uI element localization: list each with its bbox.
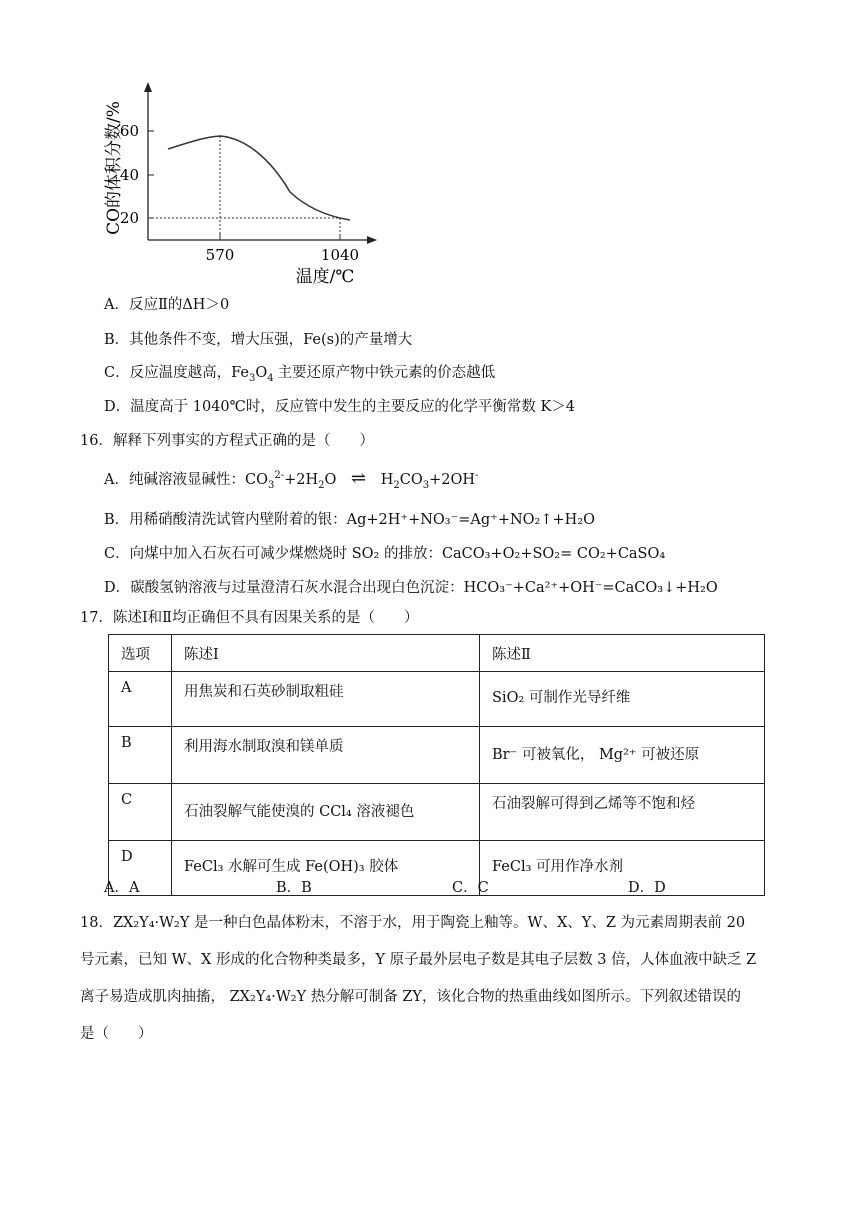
q15-option-c bbox=[104, 361, 495, 384]
table-cell: D bbox=[109, 841, 172, 896]
table-header-statement-1: 陈述Ⅰ bbox=[172, 635, 480, 672]
q15-c-sub-2: 4 bbox=[267, 372, 274, 384]
table-header-row bbox=[109, 635, 765, 672]
q18-line-3: 离子易造成肌肉抽搐， ZX₂Y₄·W₂Y 热分解可制备 ZY，该化合物的热重曲线如图所示。下列叙述错误的 bbox=[80, 989, 741, 1005]
q16-option-d: D．碳酸氢钠溶液与过量澄清石灰水混合出现白色沉淀：HCO₃⁻+Ca²⁺+OH⁻=CaCO₃↓+H₂O bbox=[104, 580, 718, 596]
q16-a-o: O bbox=[324, 472, 337, 488]
q17-option-d: D．D bbox=[628, 880, 666, 896]
y-axis-label: CO的体积分数/% bbox=[104, 101, 124, 235]
table-cell: SiO₂ 可制作光导纤维 bbox=[480, 672, 765, 727]
co-volume-chart bbox=[95, 80, 395, 290]
q16-option-b: B．用稀硝酸清洗试管内壁附着的银：Ag+2H⁺+NO₃⁻=Ag⁺+NO₂↑+H₂O bbox=[104, 512, 596, 528]
table-row bbox=[109, 672, 765, 727]
co-curve bbox=[168, 136, 350, 220]
table-cell: 利用海水制取溴和镁单质 bbox=[172, 727, 480, 784]
table-row bbox=[109, 727, 765, 784]
q17-option-c: C．C bbox=[452, 880, 489, 896]
y-tick-label-60: 60 bbox=[119, 122, 139, 140]
table-cell: A bbox=[109, 672, 172, 727]
table-row bbox=[109, 784, 765, 841]
q17-option-a: A．A bbox=[104, 880, 140, 896]
q16-a-sub4: 3 bbox=[422, 479, 430, 491]
q16-a-sup: 2- bbox=[274, 470, 285, 482]
q16-option-c: C．向煤中加入石灰石可减少煤燃烧时 SO₂ 的排放：CaCO₃+O₂+SO₂= CO₂+CaSO₄ bbox=[104, 546, 666, 562]
equilibrium-arrow-icon: ⇌ bbox=[350, 468, 367, 489]
q16-a-sub: 3 bbox=[267, 479, 275, 491]
x-axis-label: 温度/℃ bbox=[295, 267, 355, 287]
q18-line-4: 是（ ） bbox=[80, 1026, 153, 1042]
q16-a-sub2: 2 bbox=[318, 479, 325, 491]
q16-option-a bbox=[104, 468, 478, 491]
q16-a-post: H bbox=[380, 472, 394, 488]
table-cell: 用焦炭和石英砂制取粗硅 bbox=[172, 672, 480, 727]
q15-option-b: B．其他条件不变，增大压强，Fe(s)的产量增大 bbox=[104, 332, 413, 348]
q15-c-text-1: C．反应温度越高，Fe bbox=[104, 365, 249, 381]
q17-table bbox=[108, 634, 765, 896]
table-row bbox=[109, 841, 765, 896]
q15-option-d: D．温度高于 1040℃时，反应管中发生的主要反应的化学平衡常数 K＞4 bbox=[104, 399, 576, 415]
q15-c-sub-1: 3 bbox=[248, 372, 256, 384]
q18-line-1: 18．ZX₂Y₄·W₂Y 是一种白色晶体粉末，不溶于水，用于陶瓷上釉等。W、X、Y、Z 为元素周期表前 20 bbox=[80, 915, 746, 931]
q16-stem: 16．解释下列事实的方程式正确的是（ ） bbox=[80, 433, 374, 449]
table-cell: FeCl₃ 水解可生成 Fe(OH)₃ 胶体 bbox=[172, 841, 480, 896]
q16-a-text: A．纯碱溶液显碱性：CO bbox=[104, 472, 268, 488]
x-tick-label-1040: 1040 bbox=[320, 246, 360, 264]
table-header-statement-2: 陈述Ⅱ bbox=[480, 635, 765, 672]
q15-c-text-3: 主要还原产物中铁元素的价态越低 bbox=[277, 365, 496, 381]
table-cell: B bbox=[109, 727, 172, 784]
table-cell: FeCl₃ 可用作净水剂 bbox=[480, 841, 765, 896]
q15-option-a: A．反应Ⅱ的ΔH＞0 bbox=[104, 297, 230, 313]
q15-c-text-2: O bbox=[255, 365, 268, 381]
q16-a-mid: +2H bbox=[284, 472, 319, 488]
table-cell: 石油裂解可得到乙烯等不饱和烃 bbox=[480, 784, 765, 841]
q16-a-sup2: - bbox=[475, 470, 479, 482]
q18-stem bbox=[80, 908, 790, 1050]
q16-a-co: CO bbox=[399, 472, 423, 488]
table-header-option: 选项 bbox=[109, 635, 172, 672]
x-tick-label-570: 570 bbox=[205, 246, 235, 264]
q17-stem: 17．陈述Ⅰ和Ⅱ均正确但不具有因果关系的是（ ） bbox=[80, 610, 419, 626]
x-axis-arrow bbox=[367, 236, 377, 244]
q17-option-b: B．B bbox=[276, 880, 312, 896]
y-tick-label-20: 20 bbox=[119, 209, 139, 227]
q16-a-end: +2OH bbox=[429, 472, 475, 488]
table-cell: 石油裂解气能使溴的 CCl₄ 溶液褪色 bbox=[172, 784, 480, 841]
q16-a-sub3: 2 bbox=[393, 479, 400, 491]
table-cell: C bbox=[109, 784, 172, 841]
table-cell: Br⁻ 可被氧化， Mg²⁺ 可被还原 bbox=[480, 727, 765, 784]
q18-line-2: 号元素，已知 W、X 形成的化合物种类最多，Y 原子最外层电子数是其电子层数 3 倍，人体血液中缺乏 Z bbox=[80, 952, 757, 968]
y-axis-arrow bbox=[144, 82, 152, 92]
y-tick-label-40: 40 bbox=[119, 166, 139, 184]
